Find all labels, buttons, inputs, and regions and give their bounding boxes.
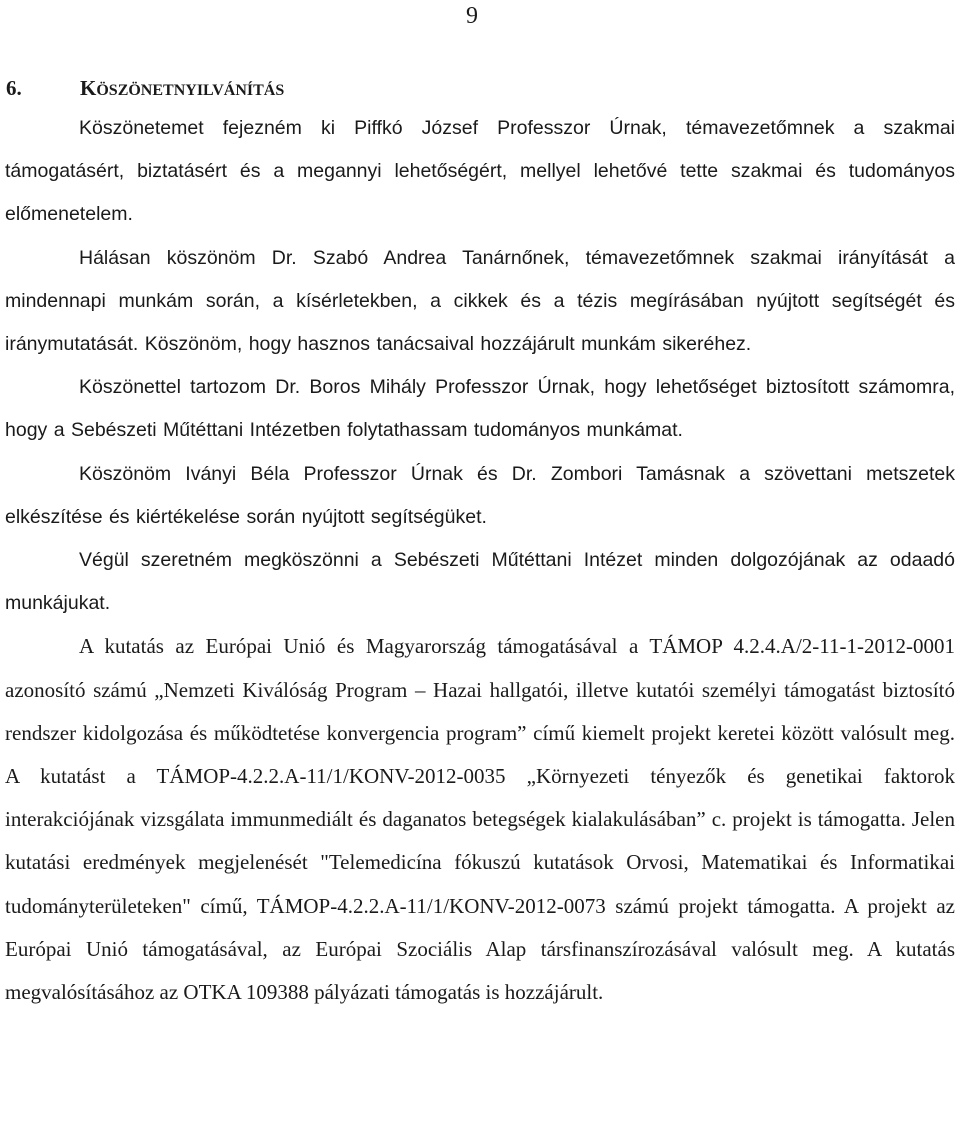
section-title-initial: K (80, 76, 97, 100)
acknowledgements-body (5, 107, 955, 1014)
paragraph-supervisor-piffko: Köszönetemet fejezném ki Piffkó József Professzor Úrnak, témavezetőmnek a szakmai támogatásért, biztatásért és a megannyi lehetőségért, mellyel lehetővé tette szakmai és tudományos előmenetelem. (5, 117, 955, 226)
page-number: 9 (466, 3, 478, 29)
section-heading (6, 70, 284, 109)
section-number: 6. (6, 76, 22, 100)
paragraph-institute-staff: Végül szeretném megköszönni a Sebészeti Műtéttani Intézet minden dolgozójának az odaadó munkájukat. (5, 549, 955, 615)
paragraph-ivanyi-zombori: Köszönöm Iványi Béla Professzor Úrnak és Dr. Zombori Tamásnak a szövettani metszetek elkészítése és kiértékelése során nyújtott segítségüket. (5, 462, 955, 528)
paragraph-supervisor-szabo: Hálásan köszönöm Dr. Szabó Andrea Tanárnőnek, témavezetőmnek szakmai irányítását a mindennapi munkám során, a kísérletekben, a cikkek és a tézis megírásában nyújtott segítségét és iránymutatását. Köszönöm, hogy hasznos tanácsaival hozzájárult munkám sikeréhez. (5, 246, 955, 356)
paragraph-boros: Köszönettel tartozom Dr. Boros Mihály Professzor Úrnak, hogy lehetőséget biztosított számomra, hogy a Sebészeti Műtéttani Intézetben folytathassam tudományos munkámat. (5, 376, 955, 442)
paragraph-funding: A kutatás az Európai Unió és Magyarország támogatásával a TÁMOP 4.2.4.A/2-11-1-2012-0001 azonosító számú „Nemzeti Kiválóság Program – Hazai hallgatói, illetve kutatói személyi támogatást biztosító rendszer kidolgozása és működtetése konvergencia program” című kiemelt projekt keretei között valósult meg. A kutatást a TÁMOP-4.2.2.A-11/1/KONV-2012-0035 „Környezeti tényezők és genetikai faktorok interakciójának vizsgálata immunmediált és daganatos betegségek kialakulásában” c. projekt is támogatta. Jelen kutatási eredmények megjelenését "Telemedicína fókuszú kutatások Orvosi, Matematikai és Informatikai tudományterületeken" című, TÁMOP-4.2.2.A-11/1/KONV-2012-0073 számú projekt támogatta. A projekt az Európai Unió támogatásával, az Európai Szociális Alap társfinanszírozásával valósult meg. A kutatás megvalósításához az OTKA 109388 pályázati támogatás is hozzájárult. (5, 634, 955, 1005)
section-title-rest: ÖSZÖNETNYILVÁNÍTÁS (96, 82, 285, 99)
